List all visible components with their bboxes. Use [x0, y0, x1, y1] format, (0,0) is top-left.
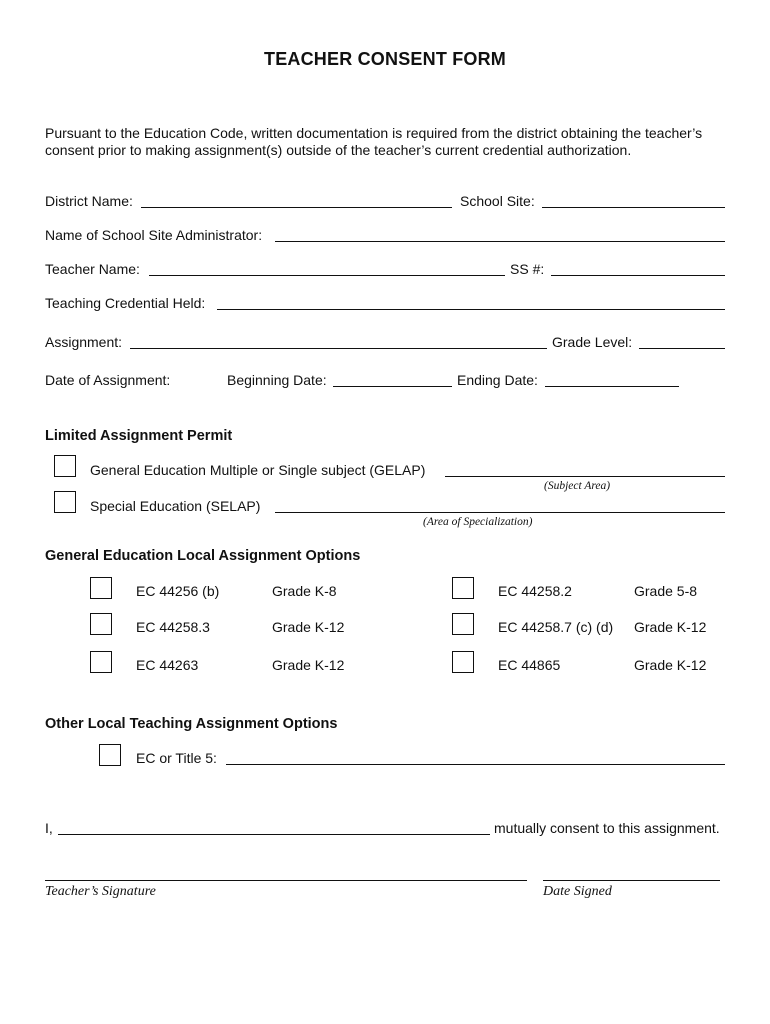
option-grade: Grade K-12	[272, 619, 345, 635]
teacher-signature-field[interactable]	[45, 880, 527, 881]
ending-date-label: Ending Date:	[457, 372, 538, 388]
ending-date-field[interactable]	[545, 386, 679, 387]
grade-level-field[interactable]	[639, 348, 725, 349]
subject-area-field[interactable]	[445, 476, 725, 477]
gelap-label: General Education Multiple or Single subject (GELAP)	[90, 462, 426, 478]
intro-text-line2: consent prior to making assignment(s) outside of the teacher’s current credential authorization.	[45, 142, 632, 158]
option-grade: Grade K-12	[272, 657, 345, 673]
option-checkbox-ec44263[interactable]	[90, 651, 112, 673]
specialization-caption: (Area of Specialization)	[423, 516, 533, 528]
option-grade: Grade K-8	[272, 583, 337, 599]
ss-label: SS #:	[510, 261, 545, 277]
intro-text-line1: Pursuant to the Education Code, written documentation is required from the district obtaining the teacher’s	[45, 125, 703, 141]
selap-label: Special Education (SELAP)	[90, 498, 261, 514]
administrator-field[interactable]	[275, 241, 725, 242]
ec-title5-label: EC or Title 5:	[136, 750, 217, 766]
school-site-field[interactable]	[542, 207, 725, 208]
credential-label: Teaching Credential Held:	[45, 295, 206, 311]
option-checkbox-ec44865[interactable]	[452, 651, 474, 673]
consent-name-field[interactable]	[58, 834, 490, 835]
option-checkbox-ec44256b[interactable]	[90, 577, 112, 599]
ec-title5-checkbox[interactable]	[99, 744, 121, 766]
assignment-field[interactable]	[130, 348, 547, 349]
selap-checkbox[interactable]	[54, 491, 76, 513]
consent-i-label: I,	[45, 820, 53, 836]
subject-area-caption: (Subject Area)	[544, 480, 611, 492]
date-of-assignment-label: Date of Assignment:	[45, 372, 171, 388]
page-title: TEACHER CONSENT FORM	[264, 49, 506, 69]
grade-level-label: Grade Level:	[552, 334, 633, 350]
option-checkbox-ec44258-7[interactable]	[452, 613, 474, 635]
option-grade: Grade 5-8	[634, 583, 698, 599]
school-site-label: School Site:	[460, 193, 535, 209]
option-code: EC 44263	[136, 657, 199, 673]
date-signed-label: Date Signed	[543, 884, 612, 899]
other-options-heading: Other Local Teaching Assignment Options	[45, 716, 338, 732]
ec-title5-field[interactable]	[226, 764, 725, 765]
option-grade: Grade K-12	[634, 657, 707, 673]
teacher-name-label: Teacher Name:	[45, 261, 140, 277]
teacher-name-field[interactable]	[149, 275, 505, 276]
beginning-date-field[interactable]	[333, 386, 452, 387]
specialization-field[interactable]	[275, 512, 725, 513]
date-signed-field[interactable]	[543, 880, 720, 881]
district-name-label: District Name:	[45, 193, 133, 209]
general-options-heading: General Education Local Assignment Options	[45, 548, 361, 564]
limited-permit-heading: Limited Assignment Permit	[45, 428, 233, 444]
credential-field[interactable]	[217, 309, 725, 310]
option-checkbox-ec44258-3[interactable]	[90, 613, 112, 635]
teacher-signature-label: Teacher’s Signature	[45, 884, 156, 899]
ss-field[interactable]	[551, 275, 725, 276]
option-code: EC 44865	[498, 657, 561, 673]
administrator-label: Name of School Site Administrator:	[45, 227, 263, 243]
option-code: EC 44258.2	[498, 583, 572, 599]
option-code: EC 44258.7 (c) (d)	[498, 619, 614, 635]
gelap-checkbox[interactable]	[54, 455, 76, 477]
option-code: EC 44258.3	[136, 619, 210, 635]
option-grade: Grade K-12	[634, 619, 707, 635]
assignment-label: Assignment:	[45, 334, 123, 350]
option-checkbox-ec44258-2[interactable]	[452, 577, 474, 599]
consent-statement: mutually consent to this assignment.	[494, 820, 720, 836]
beginning-date-label: Beginning Date:	[227, 372, 327, 388]
district-name-field[interactable]	[141, 207, 452, 208]
option-code: EC 44256 (b)	[136, 583, 220, 599]
